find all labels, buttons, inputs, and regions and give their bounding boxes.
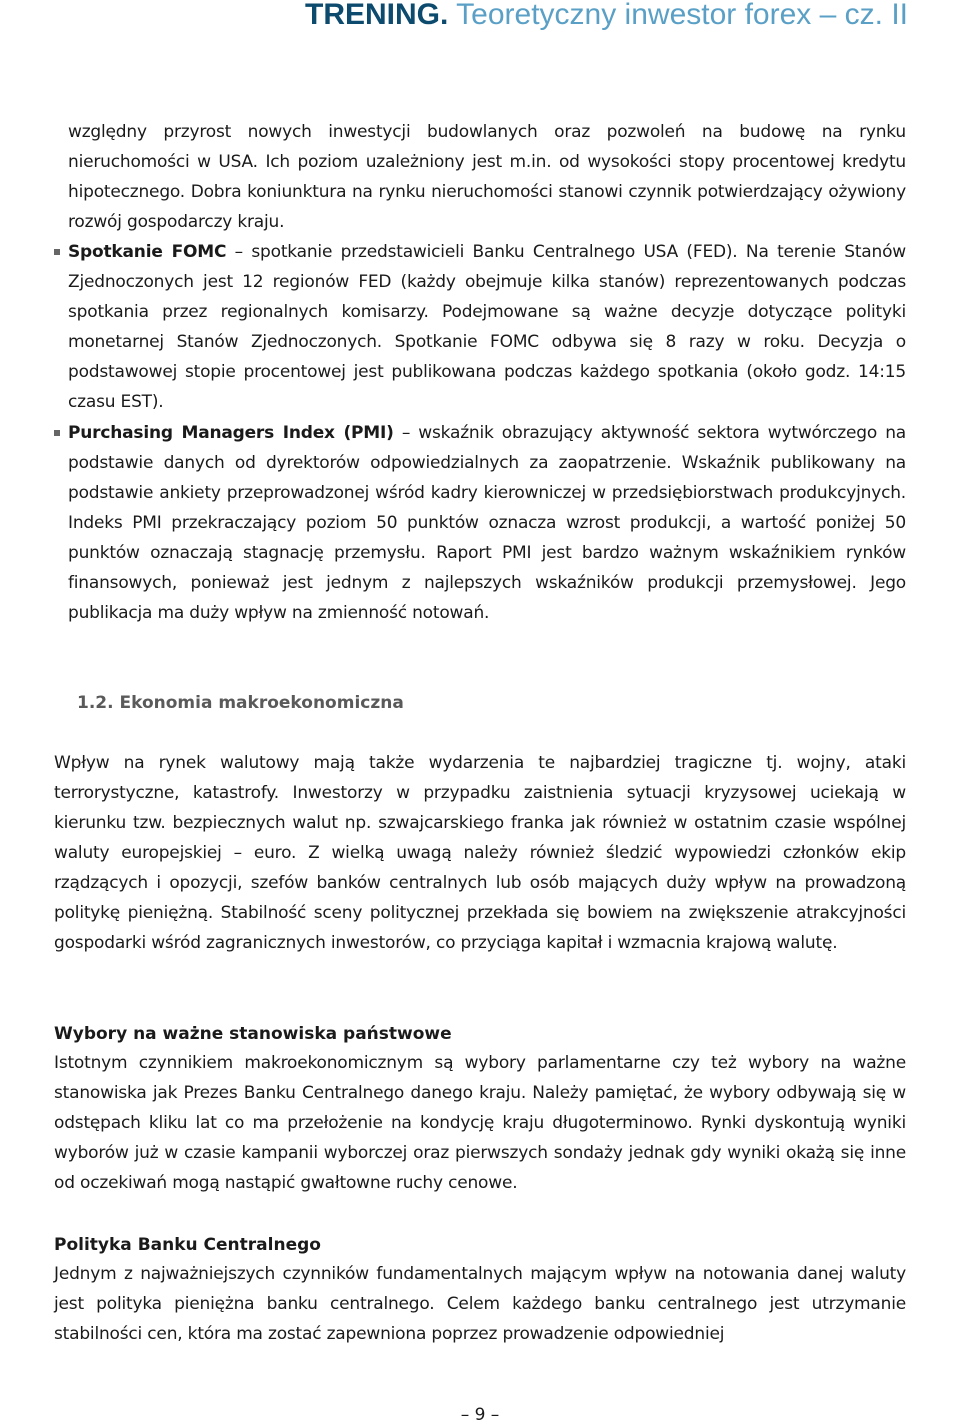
- header-title-bold: TRENING.: [305, 0, 449, 31]
- central-bank-text: Jednym z najważniejszych czynników fundamentalnych mającym wpływ na notowania danej waluty jest polityka pieniężna banku centralnego. Celem każdego banku centralnego jest utrzymanie stabilności cen, która ma zostać zapewniona poprzez prowadzenie odpowiedniej: [54, 1264, 906, 1344]
- page-header: [305, 0, 908, 44]
- page-number: – 9 –: [460, 1405, 500, 1425]
- elections-text: Istotnym czynnikiem makroekonomicznym są wybory parlamentarne czy też wybory na ważne stanowiska jak Prezes Banku Centralnego danego kraju. Należy pamiętać, że wybory odbywają się w odstępach kliku lat co ma przełożenie na kondycję kraju długoterminowo. Rynki dyskontują wyniki wyborów już w czasie kampanii wyborczej oraz pierwszych sondaży jednak gdy wyniki okażą się inne od oczekiwań mogą nastąpić gwałtowne ruchy cenowe.: [54, 1053, 906, 1193]
- bullet-square-icon: [54, 430, 60, 436]
- bullet-text: – wskaźnik obrazujący aktywność sektora wytwórczego na podstawie danych od dyrektorów odpowiedzialnych za zaopatrzenie. Wskaźnik publikowany na podstawie ankiety przeprowadzonej wśród kadry kierowniczej w przedsiębiorstwach produkcyjnych. Indeks PMI przekraczający poziom 50 punktów oznacza wzrost produkcji, a wartość poniżej 50 punktów oznaczają stagnację przemysłu. Raport PMI jest bardzo ważnym wskaźnikiem rynków finansowych, ponieważ jest jednym z najlepszych wskaźników produkcji przemysłowej. Jego publikacja ma duży wpływ na zmienność notowań.: [68, 423, 906, 623]
- intro-paragraph: [68, 117, 906, 237]
- header-title-rest: Teoretyczny inwestor forex – cz. II: [456, 0, 908, 31]
- elections-paragraph: [54, 1048, 906, 1198]
- central-bank-heading: Polityka Banku Centralnego: [54, 1235, 321, 1255]
- bullet-term: Spotkanie FOMC: [68, 242, 227, 262]
- bullet-text: – spotkanie przedstawicieli Banku Centralnego USA (FED). Na terenie Stanów Zjednoczonych jest 12 regionów FED (każdy obejmuje kilka stanów) reprezentowanych podczas spotkania przez regionalnych komisarzy. Podejmowane są ważne decyzje dotyczące polityki monetarnej Stanów Zjednoczonych. Spotkanie FOMC odbywa się 8 razy w roku. Decyzja o podstawowej stopie procentowej jest publikowana podczas każdego spotkania (około godz. 14:15 czasu EST).: [68, 242, 906, 412]
- bullet-square-icon: [54, 249, 60, 255]
- section-paragraph: [54, 748, 906, 958]
- section-text: Wpływ na rynek walutowy mają także wydarzenia te najbardziej tragiczne tj. wojny, ataki terrorystyczne, katastrofy. Inwestorzy w przypadku zaistnienia sytuacji kryzysowej uciekają w kierunku tzw. bezpiecznych walut np. szwajcarskiego franka jak również w ostatnim czasie wspólnej waluty europejskiej – euro. Z wielką uwagą należy również śledzić wypowiedzi członków ekip rządzących i opozycji, szefów banków centralnych lub osób mających duży wpływ na prowadzoną politykę pieniężną. Stabilność sceny politycznej przekłada się bowiem na zwiększenie atrakcyjności gospodarki wśród zagranicznych inwestorów, co przyciąga kapitał i wzmacnia krajową walutę.: [54, 753, 906, 953]
- intro-text: względny przyrost nowych inwestycji budowlanych oraz pozwoleń na budowę na rynku nieruchomości w USA. Ich poziom uzależniony jest m.in. od wysokości stopy procentowej kredytu hipotecznego. Dobra koniunktura na rynku nieruchomości stanowi czynnik potwierdzający ożywiony rozwój gospodarczy kraju.: [68, 122, 906, 232]
- section-title: 1.2. Ekonomia makroekonomiczna: [77, 693, 404, 713]
- bullet-fomc: [68, 237, 906, 417]
- bullet-pmi: [68, 418, 906, 628]
- bullet-term: Purchasing Managers Index (PMI): [68, 423, 394, 443]
- elections-heading: Wybory na ważne stanowiska państwowe: [54, 1024, 452, 1044]
- central-bank-paragraph: [54, 1259, 906, 1349]
